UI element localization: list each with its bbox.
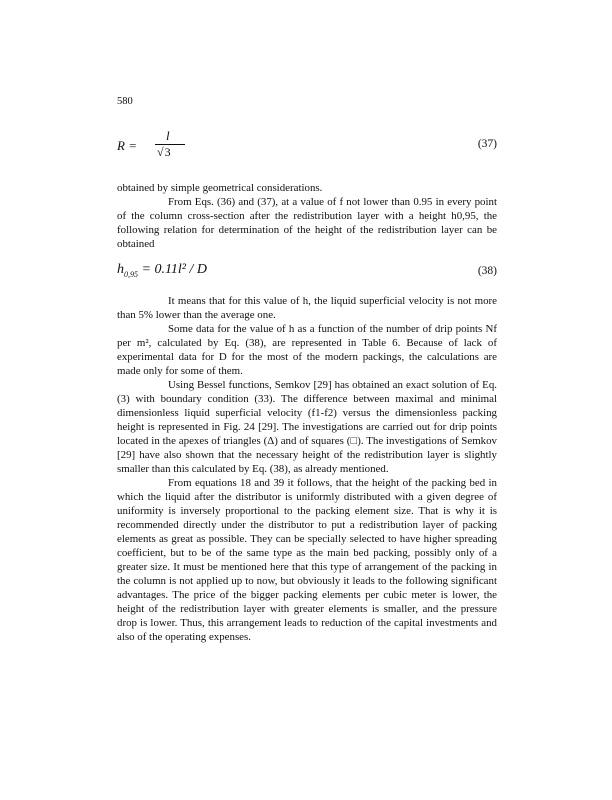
paragraph-4: Using Bessel functions, Semkov [29] has obtained an exact solution of Eq. (3) with boundary condition (33). The difference between maximal and minimal dimensionless liquid superficial velocity (f1-f2) versus the dimensionless packing height is represented in Fig. 24 [29]. The investigations are carried out for drip points located in the apexes of triangles (Δ) and of squares (□). The investigations of Semkov [29] have also shown that the necessary height of the redistribution layer is slightly smaller than this calculated by Eq. (38), as already mentioned. [117, 379, 497, 475]
equation-38-rhs: = 0.11l² / D [138, 262, 207, 277]
equation-37-number: (37) [477, 138, 497, 150]
paragraph-5: From equations 18 and 39 it follows, that the height of the packing bed in which the liquid after the distributor is uniformly distributed with a given degree of uniformity is inversely proportional to the packing element size. That is why it is recommended directly under the distributor to put a redistribution layer of packing elements as great as possible. They can be specially selected to have higher spreading coefficient, but to be of the same type as the main bed packing, possibly only of a greater size. It must be mentioned here that this type of arrangement of the packing in the column is not applied up to now, but obviously it leads to the following significant advantages. The price of the bigger packing elements per cubic meter is lower, the height of the redistribution layer with greater elements is smaller, and the pressure drop is lower. Thus, this arrangement leads to reduction of the capital investments and also of the operating expenses. [117, 477, 497, 643]
equation-38 [117, 262, 497, 282]
paragraph-1: From Eqs. (36) and (37), at a value of f not lower than 0.95 in every point of the column cross-section after the redistribution layer with a height h0,95, the following relation for determination of the height of the redistribution layer can be obtained [117, 196, 497, 250]
page-number: 580 [117, 96, 133, 107]
paragraph-2: It means that for this value of h, the liquid superficial velocity is not more than 5% lower than the average one. [117, 295, 497, 321]
text-block-2 [117, 294, 497, 644]
equation-37-denominator: √3 [157, 145, 171, 159]
equation-37 [117, 128, 497, 168]
equation-38-lhs: h [117, 262, 124, 277]
paragraph-3: Some data for the value of h as a function of the number of drip points Nf per m², calculated by Eq. (38), are represented in Table 6. Because of lack of experimental data for D for the most of the modern packings, the calculations are made only for some of them. [117, 323, 497, 377]
equation-37-numerator: l [166, 128, 170, 143]
text-after-eq37: obtained by simple geometrical considerations. [117, 182, 323, 194]
equation-37-radicand: 3 [164, 145, 171, 159]
equation-37-lhs: R = [117, 138, 137, 153]
equation-38-number: (38) [477, 265, 497, 277]
equation-38-expression [117, 262, 207, 279]
equation-38-lhs-subscript: 0,95 [124, 269, 138, 279]
text-block-1 [117, 181, 497, 251]
